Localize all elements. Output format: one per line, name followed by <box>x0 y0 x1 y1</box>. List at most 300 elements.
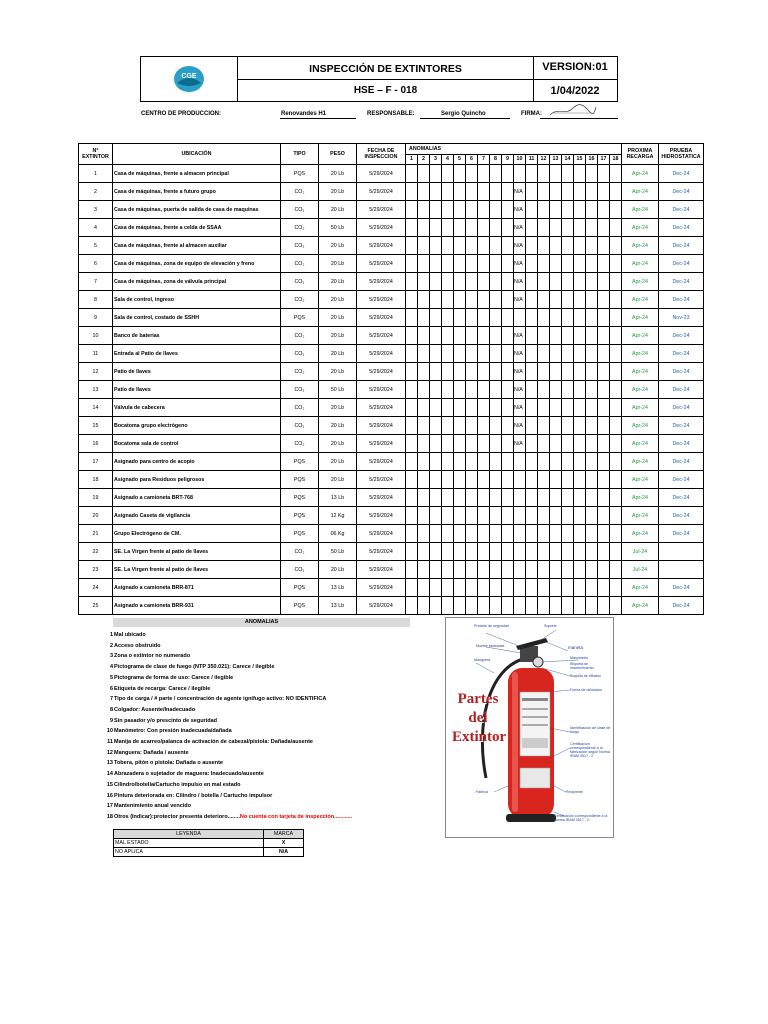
cell-anomaly <box>502 291 514 309</box>
cell-anomaly <box>574 597 586 615</box>
anomaly-number-header: 3 <box>430 154 442 165</box>
cell-anomaly <box>490 219 502 237</box>
cell-anomaly <box>562 273 574 291</box>
cell-anomaly <box>598 309 610 327</box>
cell-anomaly <box>610 525 622 543</box>
cell-anomaly <box>406 291 418 309</box>
cell-anomaly <box>502 525 514 543</box>
anomaly-number-header: 9 <box>502 154 514 165</box>
anomaly-item <box>104 769 424 780</box>
cell-anomaly <box>598 435 610 453</box>
cell-anomaly <box>574 579 586 597</box>
cell-anomaly <box>454 183 466 201</box>
cell-anomaly-mark <box>514 597 526 615</box>
cell-anomaly <box>598 417 610 435</box>
cell-anomaly <box>526 183 538 201</box>
anomaly-item <box>104 716 424 727</box>
cell-anomaly <box>466 417 478 435</box>
cell-fecha: 5/29/2024 <box>357 489 406 507</box>
cell-anomaly <box>430 525 442 543</box>
cell-anomaly <box>502 183 514 201</box>
centro-label: CENTRO DE PRODUCCION: <box>141 111 222 117</box>
anomaly-number: 15 <box>106 781 113 788</box>
table-row <box>79 345 704 363</box>
cell-num: 4 <box>79 219 113 237</box>
cell-num: 24 <box>79 579 113 597</box>
cell-fecha: 5/29/2024 <box>357 219 406 237</box>
cell-anomaly <box>466 345 478 363</box>
cell-anomaly <box>478 525 490 543</box>
cell-anomaly <box>550 327 562 345</box>
cell-anomaly <box>466 165 478 183</box>
cell-num: 14 <box>79 399 113 417</box>
col-fecha: FECHA DE INSPECCION <box>357 144 406 165</box>
cell-anomaly <box>526 507 538 525</box>
cell-peso: 50 Lb <box>319 219 357 237</box>
cell-anomaly <box>586 471 598 489</box>
cell-tipo: CO₂ <box>281 201 319 219</box>
cell-peso: 20 Lb <box>319 399 357 417</box>
cell-anomaly <box>490 255 502 273</box>
anomaly-item <box>104 780 424 791</box>
cell-peso: 13 Lb <box>319 579 357 597</box>
cell-prueba: Dec-24 <box>659 165 704 183</box>
cell-anomaly <box>406 165 418 183</box>
cell-proxima: Apr-24 <box>622 165 659 183</box>
anomaly-number-header: 16 <box>586 154 598 165</box>
cell-anomaly <box>406 273 418 291</box>
cell-anomaly <box>406 471 418 489</box>
cell-anomaly <box>526 435 538 453</box>
cell-anomaly <box>418 219 430 237</box>
label-forma: Forma de utilización <box>570 688 603 692</box>
cell-anomaly <box>490 525 502 543</box>
cell-anomaly <box>454 471 466 489</box>
cell-anomaly <box>442 435 454 453</box>
cell-tipo: CO₂ <box>281 363 319 381</box>
cell-num: 1 <box>79 165 113 183</box>
cell-fecha: 5/29/2024 <box>357 561 406 579</box>
cell-anomaly <box>418 273 430 291</box>
cell-anomaly <box>418 507 430 525</box>
cell-anomaly <box>550 525 562 543</box>
cell-num: 2 <box>79 183 113 201</box>
cell-proxima: Apr-24 <box>622 255 659 273</box>
cell-anomaly <box>574 183 586 201</box>
cell-anomaly <box>466 435 478 453</box>
cell-peso: 20 Lb <box>319 327 357 345</box>
cell-anomaly <box>430 219 442 237</box>
cell-anomaly <box>418 381 430 399</box>
cell-peso: 20 Lb <box>319 345 357 363</box>
cell-anomaly <box>430 255 442 273</box>
cell-anomaly <box>466 273 478 291</box>
cell-anomaly-mark: N/A <box>514 201 526 219</box>
leyenda-label: MAL ESTADO <box>114 839 264 848</box>
cell-ubicacion: Patio de llaves <box>113 381 281 399</box>
label-maneta: maneta <box>568 645 584 650</box>
cell-anomaly <box>562 327 574 345</box>
table-row <box>79 219 704 237</box>
cell-anomaly <box>466 255 478 273</box>
cell-tipo: PQS <box>281 597 319 615</box>
cell-anomaly <box>430 399 442 417</box>
cell-anomaly <box>478 543 490 561</box>
cell-anomaly <box>526 543 538 561</box>
cell-anomaly <box>490 165 502 183</box>
cell-anomaly <box>586 381 598 399</box>
cell-num: 5 <box>79 237 113 255</box>
cell-anomaly <box>502 273 514 291</box>
anomaly-number-header: 4 <box>442 154 454 165</box>
anomaly-text: Otros (Indicar):protector presenta deterioro........ <box>114 813 240 820</box>
anomaly-text: Manguera: Dañada / ausente <box>114 749 189 756</box>
anomaly-number-header: 7 <box>478 154 490 165</box>
cell-anomaly <box>466 219 478 237</box>
cell-anomaly <box>538 507 550 525</box>
cell-anomaly <box>562 183 574 201</box>
anomaly-number: 17 <box>106 803 113 810</box>
partes-title: Partes del Extintor <box>452 691 507 745</box>
table-row <box>79 435 704 453</box>
cell-anomaly <box>574 507 586 525</box>
cell-anomaly <box>466 507 478 525</box>
cell-anomaly-mark: N/A <box>514 273 526 291</box>
cell-anomaly <box>538 435 550 453</box>
anomaly-item <box>104 630 424 641</box>
cell-anomaly <box>466 399 478 417</box>
cell-peso: 20 Lb <box>319 237 357 255</box>
cell-proxima: Apr-24 <box>622 381 659 399</box>
cell-anomaly <box>490 507 502 525</box>
anomaly-number: 8 <box>109 706 113 713</box>
table-row <box>79 381 704 399</box>
cell-tipo: CO₂ <box>281 381 319 399</box>
cell-anomaly <box>466 201 478 219</box>
cell-anomaly <box>538 489 550 507</box>
cell-anomaly <box>610 309 622 327</box>
cell-peso: 20 Lb <box>319 435 357 453</box>
cell-anomaly <box>610 291 622 309</box>
cell-anomaly <box>442 327 454 345</box>
cell-anomaly <box>562 489 574 507</box>
cell-proxima: Apr-24 <box>622 579 659 597</box>
cell-anomaly <box>598 381 610 399</box>
cell-anomaly <box>442 507 454 525</box>
document-code: HSE – F - 018 <box>238 79 534 102</box>
cell-anomaly <box>466 579 478 597</box>
cell-anomaly <box>406 363 418 381</box>
cell-anomaly <box>502 417 514 435</box>
cell-anomaly <box>418 183 430 201</box>
cell-anomaly <box>466 525 478 543</box>
anomaly-text: Etiqueta de recarga: Carece / ilegible <box>114 685 211 692</box>
cell-anomaly <box>466 561 478 579</box>
cell-anomaly <box>550 579 562 597</box>
cell-fecha: 5/29/2024 <box>357 309 406 327</box>
cell-anomaly <box>442 543 454 561</box>
cell-anomaly <box>406 345 418 363</box>
cell-anomaly <box>526 489 538 507</box>
label-recipiente: Recipiente <box>566 790 583 794</box>
cell-anomaly <box>442 561 454 579</box>
cell-proxima: Apr-24 <box>622 399 659 417</box>
cell-anomaly <box>586 309 598 327</box>
cell-anomaly <box>442 579 454 597</box>
anomaly-item <box>104 791 424 802</box>
label-mueble: Mueble baricadas <box>476 644 505 648</box>
cell-anomaly <box>406 309 418 327</box>
cell-anomaly <box>538 237 550 255</box>
cell-prueba: Dec-24 <box>659 417 704 435</box>
cell-anomaly <box>502 201 514 219</box>
cell-anomaly <box>454 525 466 543</box>
cell-tipo: CO₂ <box>281 255 319 273</box>
cell-anomaly <box>598 291 610 309</box>
cell-anomaly <box>502 543 514 561</box>
cell-peso: 20 Lb <box>319 561 357 579</box>
cell-anomaly <box>598 255 610 273</box>
cell-anomaly <box>586 489 598 507</box>
cell-anomaly-mark <box>514 561 526 579</box>
cell-anomaly <box>406 327 418 345</box>
cell-anomaly <box>406 435 418 453</box>
cell-num: 9 <box>79 309 113 327</box>
anomaly-number: 16 <box>106 792 113 799</box>
anomaly-number: 10 <box>106 728 113 735</box>
table-row <box>79 453 704 471</box>
cell-anomaly <box>610 165 622 183</box>
anomaly-number-header: 10 <box>514 154 526 165</box>
cell-fecha: 5/29/2024 <box>357 363 406 381</box>
cell-anomaly <box>550 507 562 525</box>
cell-anomaly <box>526 417 538 435</box>
anomaly-item <box>104 684 424 695</box>
cell-anomaly <box>430 597 442 615</box>
cell-anomaly <box>574 255 586 273</box>
anomalias-list <box>104 630 424 823</box>
cell-num: 23 <box>79 561 113 579</box>
cell-anomaly <box>502 507 514 525</box>
cell-anomaly <box>538 525 550 543</box>
cell-anomaly <box>574 273 586 291</box>
cell-anomaly <box>502 165 514 183</box>
cell-anomaly <box>598 471 610 489</box>
cell-anomaly <box>418 237 430 255</box>
cell-ubicacion: Casa de máquinas, frente al almacen auxiliar <box>113 237 281 255</box>
cell-peso: 50 Lb <box>319 543 357 561</box>
table-row <box>79 273 704 291</box>
cell-anomaly <box>406 381 418 399</box>
cell-anomaly <box>442 183 454 201</box>
cell-anomaly <box>466 363 478 381</box>
cell-anomaly <box>538 363 550 381</box>
responsable-value: Sergio Quincho <box>441 111 486 117</box>
cell-anomaly <box>562 597 574 615</box>
cell-anomaly <box>490 183 502 201</box>
cell-anomaly <box>454 561 466 579</box>
cell-ubicacion: Asignado a camioneta BRR-871 <box>113 579 281 597</box>
cell-anomaly <box>478 183 490 201</box>
cell-tipo: CO₂ <box>281 417 319 435</box>
cell-fecha: 5/29/2024 <box>357 525 406 543</box>
cell-peso: 50 Lb <box>319 381 357 399</box>
cell-peso: 20 Lb <box>319 201 357 219</box>
cell-anomaly <box>406 237 418 255</box>
cell-anomaly <box>574 165 586 183</box>
cell-anomaly <box>406 453 418 471</box>
anomaly-text: Zona o extintor no numerado <box>114 653 191 660</box>
cell-anomaly <box>610 255 622 273</box>
cell-anomaly <box>526 381 538 399</box>
leyenda-marca: X <box>264 839 304 848</box>
cell-anomaly <box>526 579 538 597</box>
firma-label: FIRMA: <box>521 111 542 117</box>
table-row <box>79 489 704 507</box>
cell-anomaly <box>598 579 610 597</box>
cell-anomaly <box>586 183 598 201</box>
cell-anomaly <box>562 363 574 381</box>
leyenda-marca: N/A <box>264 848 304 857</box>
anomaly-text: Manómetro: Con presión inadecuada/dañada <box>114 728 232 735</box>
anomaly-number: 4 <box>109 664 113 671</box>
document-date: 1/04/2022 <box>533 79 618 102</box>
cell-anomaly <box>454 273 466 291</box>
cell-anomaly <box>406 507 418 525</box>
label-manometro: Manómetro <box>570 656 589 660</box>
cell-anomaly <box>610 363 622 381</box>
cell-ubicacion: Bocatoma grupo electrógeno <box>113 417 281 435</box>
cell-anomaly <box>586 327 598 345</box>
cell-anomaly <box>406 489 418 507</box>
cell-tipo: CO₂ <box>281 219 319 237</box>
cell-anomaly <box>430 291 442 309</box>
cell-anomaly <box>478 399 490 417</box>
cell-anomaly <box>538 291 550 309</box>
cell-anomaly <box>610 237 622 255</box>
cell-anomaly <box>562 507 574 525</box>
cell-anomaly <box>550 201 562 219</box>
cell-proxima: Apr-24 <box>622 417 659 435</box>
cell-anomaly <box>562 399 574 417</box>
cell-anomaly <box>430 489 442 507</box>
cell-anomaly-mark <box>514 471 526 489</box>
cell-prueba: Dec-24 <box>659 507 704 525</box>
table-row <box>79 597 704 615</box>
cell-fecha: 5/29/2024 <box>357 201 406 219</box>
cell-prueba: Dec-24 <box>659 381 704 399</box>
cell-anomaly <box>442 471 454 489</box>
cell-fecha: 5/29/2024 <box>357 273 406 291</box>
cell-anomaly <box>430 309 442 327</box>
anomaly-item <box>104 812 424 823</box>
table-row <box>79 237 704 255</box>
cell-anomaly <box>478 471 490 489</box>
anomaly-item <box>104 748 424 759</box>
cell-ubicacion: Patio de llaves <box>113 363 281 381</box>
cell-fecha: 5/29/2024 <box>357 597 406 615</box>
cell-anomaly <box>454 165 466 183</box>
cell-fecha: 5/29/2024 <box>357 471 406 489</box>
label-precinto: Precinto de seguridad <box>474 624 509 628</box>
cell-anomaly <box>538 273 550 291</box>
cell-num: 12 <box>79 363 113 381</box>
cell-anomaly <box>406 399 418 417</box>
cell-anomaly <box>550 219 562 237</box>
anomaly-number: 14 <box>106 771 113 778</box>
cell-anomaly <box>406 183 418 201</box>
cell-ubicacion: Asignado a camioneta BRR-931 <box>113 597 281 615</box>
anomaly-number: 9 <box>109 717 113 724</box>
cell-anomaly <box>502 345 514 363</box>
anomaly-number-header: 2 <box>418 154 430 165</box>
cell-anomaly-mark <box>514 489 526 507</box>
cell-anomaly <box>418 579 430 597</box>
cell-anomaly <box>490 417 502 435</box>
cell-anomaly <box>418 435 430 453</box>
cell-anomaly <box>418 597 430 615</box>
cell-anomaly <box>598 237 610 255</box>
cell-peso: 20 Lb <box>319 453 357 471</box>
cell-anomaly <box>490 201 502 219</box>
cell-anomaly <box>538 417 550 435</box>
cell-anomaly <box>574 453 586 471</box>
cell-anomaly <box>526 453 538 471</box>
cell-anomaly <box>526 399 538 417</box>
table-row <box>79 399 704 417</box>
label-certificacion-norma: Certificación correspondiente a la Norma IRAM 3517 - 2 <box>554 814 608 822</box>
cell-prueba: Dec-24 <box>659 255 704 273</box>
document-version: VERSION:01 <box>533 56 618 80</box>
cell-anomaly <box>610 399 622 417</box>
cell-ubicacion: Asignado Caseta de vigilancia <box>113 507 281 525</box>
signature-image <box>548 101 598 119</box>
cell-anomaly <box>538 327 550 345</box>
cell-proxima: Jul-24 <box>622 561 659 579</box>
cell-anomaly <box>550 345 562 363</box>
cell-anomaly <box>574 309 586 327</box>
cell-peso: 13 Lb <box>319 489 357 507</box>
cell-anomaly <box>430 471 442 489</box>
anomaly-text: Cilindro/botella/Cartucho impulso en mal estado <box>114 781 241 788</box>
cell-ubicacion: Banco de baterias <box>113 327 281 345</box>
cell-anomaly <box>478 273 490 291</box>
cell-anomaly <box>502 363 514 381</box>
cell-anomaly <box>442 291 454 309</box>
cell-anomaly <box>442 525 454 543</box>
cell-tipo: PQS <box>281 525 319 543</box>
cell-anomaly <box>526 363 538 381</box>
cell-ubicacion: Bocatoma sala de control <box>113 435 281 453</box>
cell-anomaly <box>442 453 454 471</box>
cell-anomaly <box>574 327 586 345</box>
cell-anomaly <box>430 381 442 399</box>
cell-anomaly <box>610 453 622 471</box>
cell-anomaly <box>430 561 442 579</box>
cell-anomaly <box>478 453 490 471</box>
cell-anomaly <box>562 381 574 399</box>
cell-anomaly <box>538 255 550 273</box>
cell-anomaly <box>538 453 550 471</box>
cell-prueba: Dec-24 <box>659 201 704 219</box>
cell-anomaly <box>574 237 586 255</box>
cell-anomaly <box>490 309 502 327</box>
cell-anomaly <box>466 597 478 615</box>
cell-anomaly <box>586 165 598 183</box>
cell-num: 8 <box>79 291 113 309</box>
cell-prueba <box>659 543 704 561</box>
cell-anomaly <box>562 291 574 309</box>
